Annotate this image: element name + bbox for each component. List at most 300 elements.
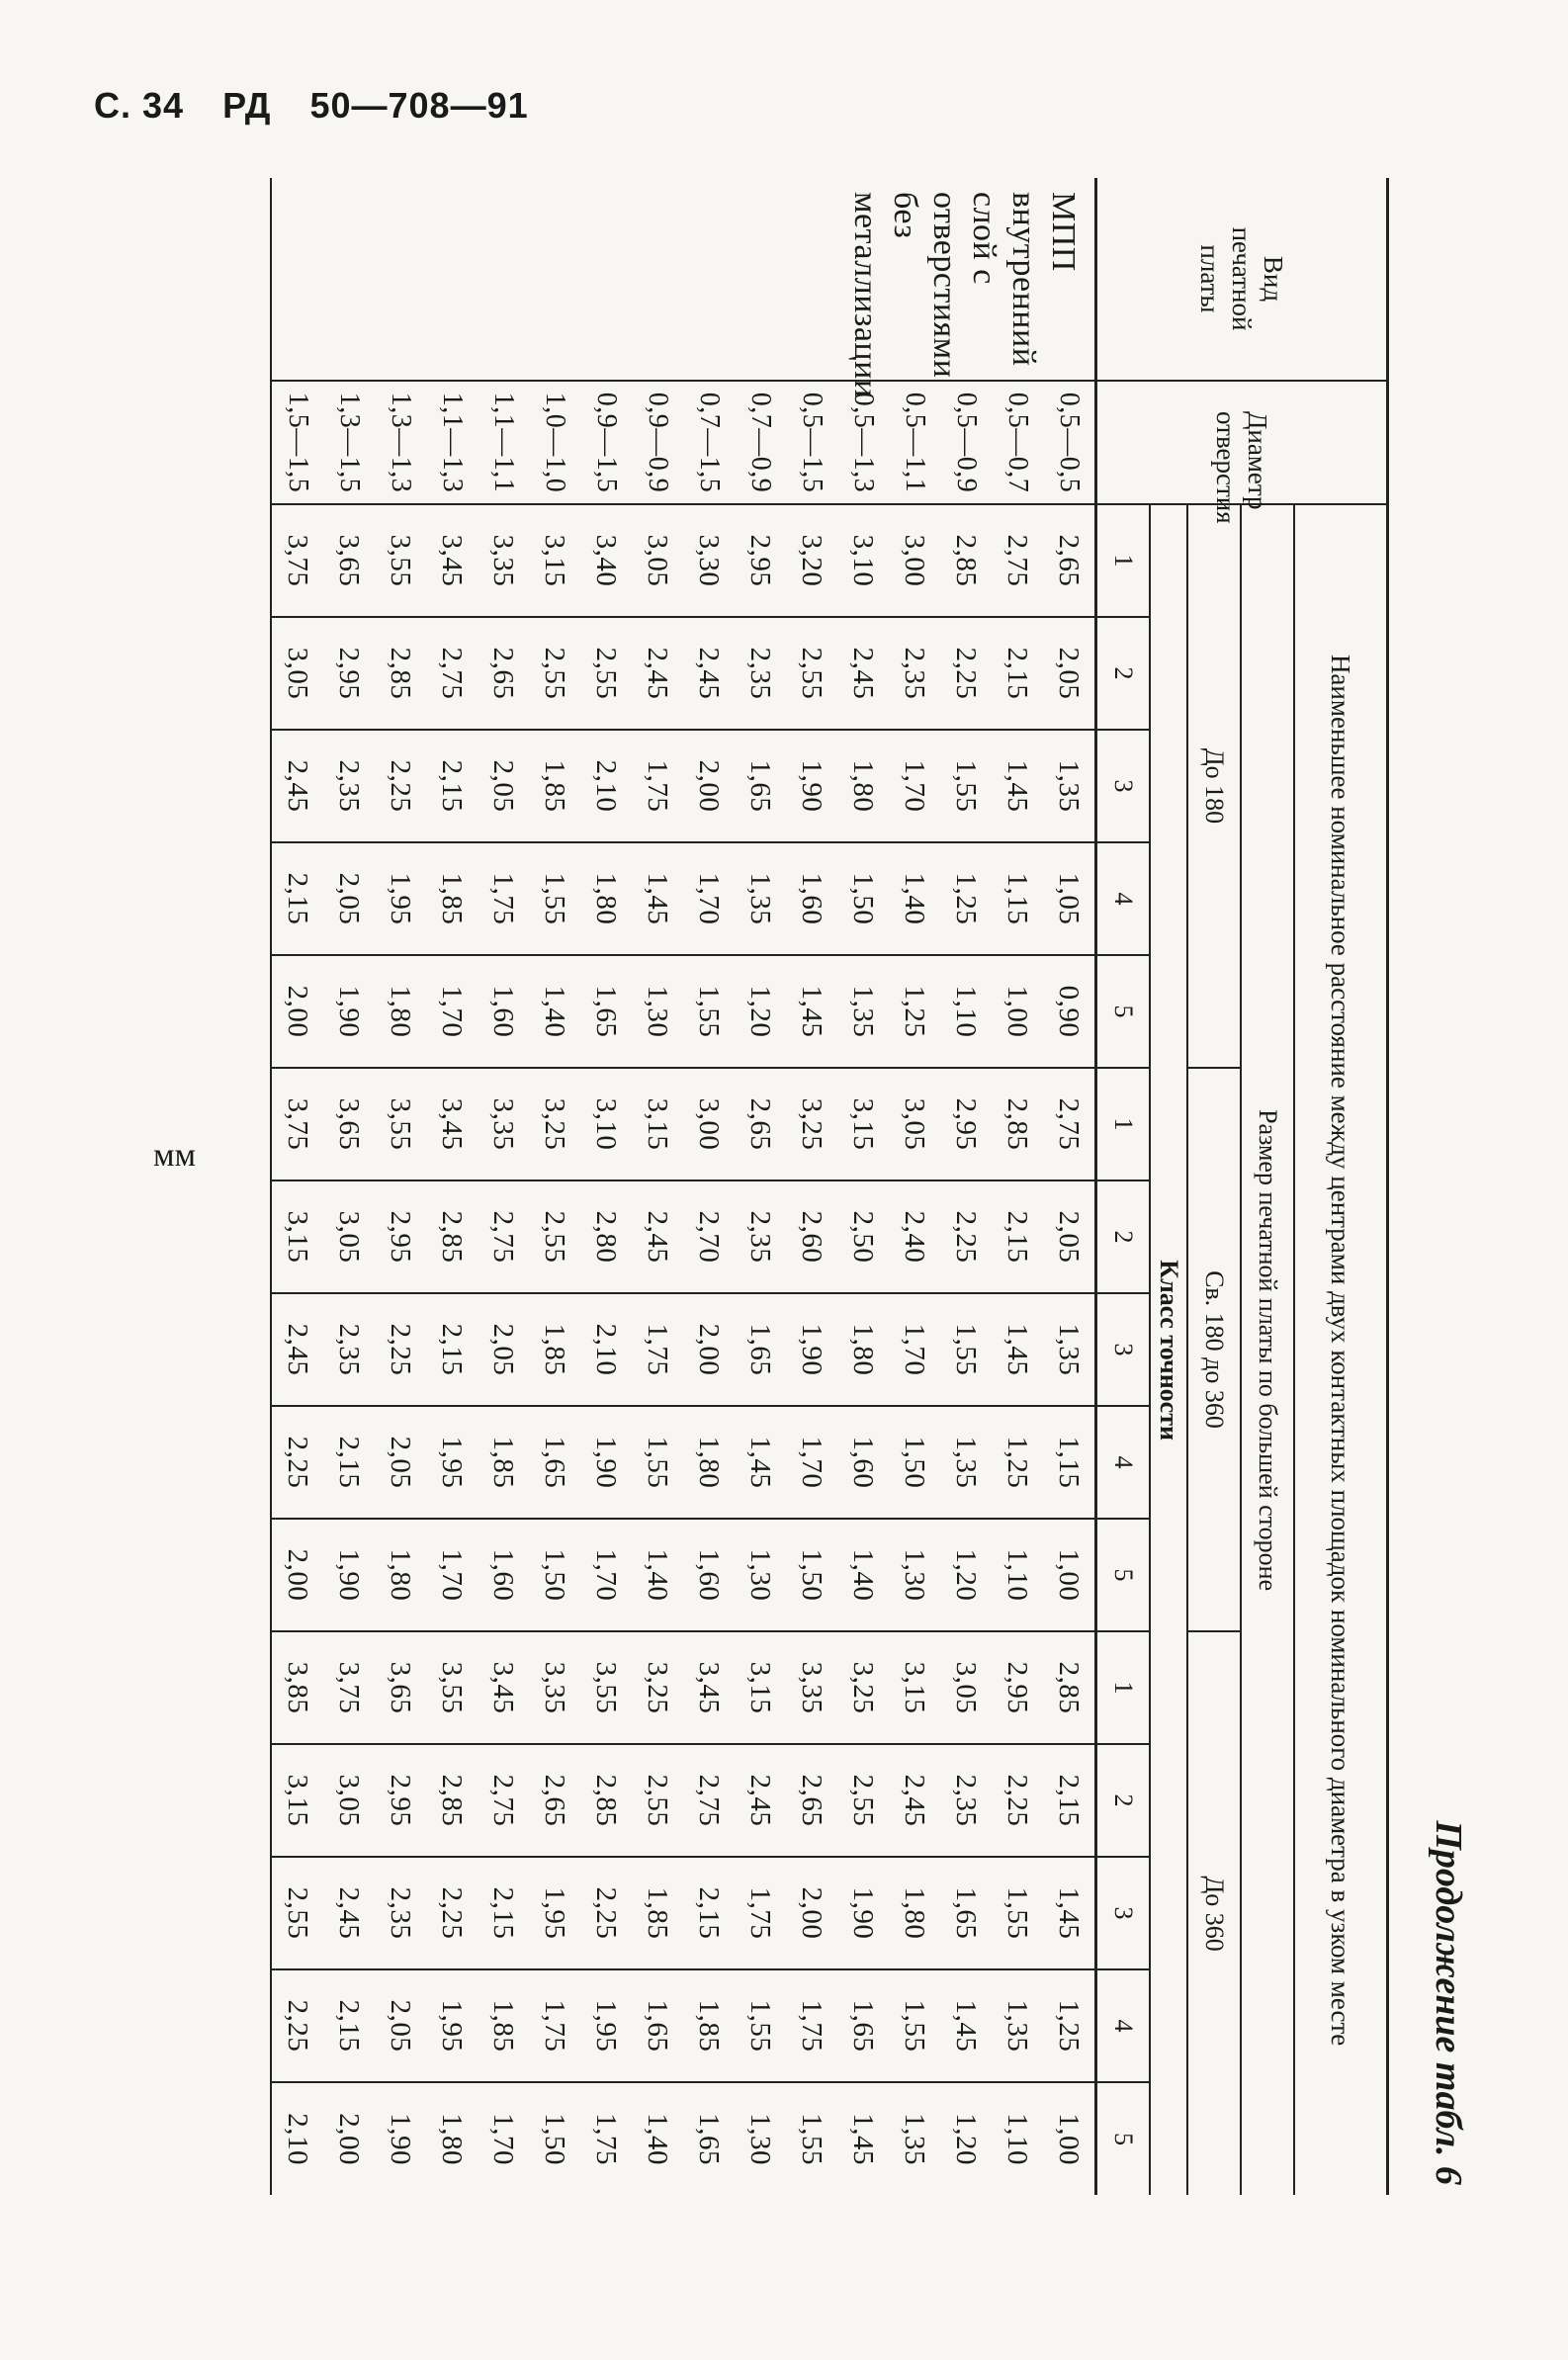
value-cell: 1,45 bbox=[847, 2113, 880, 2165]
value-cell: 3,55 bbox=[375, 1068, 426, 1180]
value-cell: 2,85 bbox=[1043, 1631, 1096, 1744]
value-cell: 3,00 bbox=[889, 504, 940, 617]
value-cell: 1,90 bbox=[385, 2113, 417, 2165]
value-cell: 1,50 bbox=[889, 1406, 940, 1519]
value-cell: 1,55 bbox=[889, 1969, 940, 2082]
table-row bbox=[426, 178, 478, 2195]
value-cell: 2,85 bbox=[426, 1744, 478, 1857]
value-cell: 3,45 bbox=[426, 504, 478, 617]
value-cell: 1,35 bbox=[1043, 1293, 1096, 1406]
value-cell: 3,15 bbox=[837, 1068, 889, 1180]
value-cell: 3,30 bbox=[683, 504, 735, 617]
value-cell: 3,15 bbox=[632, 1068, 683, 1180]
value-cell: 3,15 bbox=[271, 1180, 323, 1293]
value-cell: 1,95 bbox=[375, 842, 426, 955]
class-number: 4 bbox=[1096, 1406, 1151, 1519]
value-cell: 2,10 bbox=[271, 2082, 323, 2195]
value-cell: 3,35 bbox=[786, 1631, 837, 1744]
value-cell: 1,95 bbox=[426, 1406, 478, 1519]
value-cell: 1,95 bbox=[529, 1857, 580, 1969]
value-cell: 2,15 bbox=[426, 730, 478, 842]
value-cell: 1,95 bbox=[426, 1969, 478, 2082]
value-cell: 2,25 bbox=[940, 1180, 992, 1293]
class-number: 1 bbox=[1096, 504, 1151, 617]
value-cell: 3,00 bbox=[683, 1068, 735, 1180]
value-cell: 2,85 bbox=[992, 1068, 1043, 1180]
value-cell: 1,45 bbox=[940, 1969, 992, 2082]
value-cell: 1,80 bbox=[436, 2113, 469, 2165]
table-row bbox=[529, 178, 580, 2195]
value-cell: 1,10 bbox=[992, 1519, 1043, 1631]
value-cell: 2,35 bbox=[375, 1857, 426, 1969]
diameter-cell: 0,5—0,9 bbox=[940, 381, 992, 504]
class-number: 3 bbox=[1096, 1293, 1151, 1406]
value-cell: 2,45 bbox=[271, 1293, 323, 1406]
value-cell: 1,80 bbox=[683, 1406, 735, 1519]
value-cell: 2,05 bbox=[478, 1293, 529, 1406]
value-cell: 2,00 bbox=[333, 2113, 366, 2165]
table-row bbox=[683, 178, 735, 2195]
value-cell: 1,70 bbox=[683, 842, 735, 955]
value-cell: 3,35 bbox=[478, 1068, 529, 1180]
diameter-cell: 0,5—1,1 bbox=[889, 381, 940, 504]
value-cell: 1,55 bbox=[940, 730, 992, 842]
size-header: Размер печатной платы по большей стороне bbox=[1241, 504, 1294, 2195]
value-cell: 2,05 bbox=[375, 1969, 426, 2082]
value-cell: 1,75 bbox=[735, 1857, 786, 1969]
value-cell: 1,40 bbox=[529, 955, 580, 1068]
value-cell: 1,90 bbox=[580, 1406, 632, 1519]
value-cell: 2,15 bbox=[323, 1969, 375, 2082]
value-cell: 2,15 bbox=[271, 842, 323, 955]
value-cell: 2,10 bbox=[580, 1293, 632, 1406]
value-cell: 2,75 bbox=[1043, 1068, 1096, 1180]
doc-code: РД bbox=[222, 85, 272, 126]
value-cell: 2,65 bbox=[529, 1744, 580, 1857]
unit-label: мм bbox=[153, 1137, 197, 1174]
value-cell: 1,60 bbox=[786, 842, 837, 955]
value-cell: 1,00 bbox=[1053, 2113, 1086, 2165]
size-group-2: Св. 180 до 360 bbox=[1187, 1068, 1241, 1631]
value-cell: 1,70 bbox=[426, 1519, 478, 1631]
value-cell: 3,15 bbox=[529, 504, 580, 617]
value-cell: 1,25 bbox=[992, 1406, 1043, 1519]
value-cell: 2,05 bbox=[323, 842, 375, 955]
value-cell: 1,90 bbox=[786, 1293, 837, 1406]
class-number: 2 bbox=[1096, 1744, 1151, 1857]
value-cell: 3,65 bbox=[323, 504, 375, 617]
value-cell: 1,90 bbox=[786, 730, 837, 842]
value-cell: 3,10 bbox=[580, 1068, 632, 1180]
value-cell: 1,15 bbox=[1043, 1406, 1096, 1519]
diameter-cell: 1,1—1,1 bbox=[478, 381, 529, 504]
value-cell: 2,95 bbox=[375, 1180, 426, 1293]
value-cell: 1,45 bbox=[632, 842, 683, 955]
value-cell: 1,60 bbox=[478, 955, 529, 1068]
value-cell: 1,35 bbox=[992, 1969, 1043, 2082]
value-cell: 3,40 bbox=[580, 504, 632, 617]
value-cell: 1,80 bbox=[837, 1293, 889, 1406]
value-cell: 2,25 bbox=[375, 730, 426, 842]
value-cell: 2,60 bbox=[786, 1180, 837, 1293]
value-cell: 2,35 bbox=[323, 1293, 375, 1406]
value-cell: 2,45 bbox=[323, 1857, 375, 1969]
value-cell: 1,75 bbox=[590, 2113, 623, 2165]
value-cell: 1,55 bbox=[683, 955, 735, 1068]
size-group-3: До 360 bbox=[1187, 1631, 1241, 2195]
value-cell: 1,30 bbox=[735, 1519, 786, 1631]
value-cell: 2,25 bbox=[580, 1857, 632, 1969]
value-cell: 2,75 bbox=[478, 1180, 529, 1293]
value-cell: 1,00 bbox=[992, 955, 1043, 1068]
value-cell: 2,45 bbox=[632, 1180, 683, 1293]
class-number: 4 bbox=[1096, 842, 1151, 955]
value-cell: 1,55 bbox=[632, 1406, 683, 1519]
value-cell: 2,00 bbox=[271, 955, 323, 1068]
value-cell: 2,35 bbox=[889, 617, 940, 730]
value-cell: 2,25 bbox=[271, 1969, 323, 2082]
table-row bbox=[735, 178, 786, 2195]
diameter-cell: 0,5—1,5 bbox=[786, 381, 837, 504]
value-cell: 1,20 bbox=[950, 2113, 983, 2165]
value-cell: 3,35 bbox=[529, 1631, 580, 1744]
page-header bbox=[94, 85, 557, 127]
value-cell: 1,55 bbox=[796, 2113, 828, 2165]
col-diameter-header: Диаметр отверстия bbox=[1096, 381, 1388, 504]
value-cell: 2,75 bbox=[683, 1744, 735, 1857]
value-cell: 2,25 bbox=[940, 617, 992, 730]
value-cell: 1,45 bbox=[992, 1293, 1043, 1406]
value-cell: 2,15 bbox=[426, 1293, 478, 1406]
value-cell: 2,85 bbox=[580, 1744, 632, 1857]
value-cell: 3,75 bbox=[271, 1068, 323, 1180]
value-cell: 2,05 bbox=[478, 730, 529, 842]
table-row bbox=[940, 178, 992, 2195]
value-cell: 1,65 bbox=[632, 1969, 683, 2082]
table-row bbox=[271, 178, 323, 2195]
value-cell: 1,85 bbox=[529, 1293, 580, 1406]
value-cell: 1,35 bbox=[940, 1406, 992, 1519]
value-cell: 1,15 bbox=[992, 842, 1043, 955]
value-cell: 1,85 bbox=[683, 1969, 735, 2082]
diameter-cell: 0,5—0,5 bbox=[1043, 381, 1096, 504]
value-cell: 0,90 bbox=[1043, 955, 1096, 1068]
value-cell: 1,10 bbox=[1002, 2113, 1034, 2165]
value-cell: 2,95 bbox=[323, 617, 375, 730]
value-cell: 1,55 bbox=[992, 1857, 1043, 1969]
value-cell: 1,55 bbox=[940, 1293, 992, 1406]
value-cell: 2,40 bbox=[889, 1180, 940, 1293]
table-row bbox=[375, 178, 426, 2195]
value-cell: 2,25 bbox=[375, 1293, 426, 1406]
value-cell: 1,40 bbox=[837, 1519, 889, 1631]
value-cell: 2,65 bbox=[786, 1744, 837, 1857]
value-cell: 2,45 bbox=[632, 617, 683, 730]
value-cell: 1,45 bbox=[786, 955, 837, 1068]
value-cell: 1,25 bbox=[889, 955, 940, 1068]
value-cell: 3,25 bbox=[786, 1068, 837, 1180]
value-cell: 2,25 bbox=[426, 1857, 478, 1969]
value-cell: 2,05 bbox=[1043, 617, 1096, 730]
value-cell: 3,55 bbox=[426, 1631, 478, 1744]
value-cell: 1,65 bbox=[580, 955, 632, 1068]
value-cell: 1,80 bbox=[889, 1857, 940, 1969]
table-row bbox=[837, 178, 889, 2195]
value-cell: 2,95 bbox=[375, 1744, 426, 1857]
value-cell: 2,55 bbox=[837, 1744, 889, 1857]
class-number: 3 bbox=[1096, 1857, 1151, 1969]
value-cell: 3,25 bbox=[529, 1068, 580, 1180]
value-cell: 3,10 bbox=[837, 504, 889, 617]
value-cell: 3,65 bbox=[375, 1631, 426, 1744]
value-cell: 1,55 bbox=[735, 1969, 786, 2082]
value-cell: 2,15 bbox=[478, 1857, 529, 1969]
value-cell: 1,35 bbox=[1043, 730, 1096, 842]
value-cell: 3,15 bbox=[735, 1631, 786, 1744]
value-cell: 2,15 bbox=[683, 1857, 735, 1969]
value-cell: 2,65 bbox=[735, 1068, 786, 1180]
value-cell: 1,30 bbox=[744, 2113, 777, 2165]
value-cell: 2,10 bbox=[580, 730, 632, 842]
class-number: 2 bbox=[1096, 617, 1151, 730]
value-cell: 2,05 bbox=[1043, 1180, 1096, 1293]
value-cell: 1,05 bbox=[1043, 842, 1096, 955]
diameter-cell: 0,7—0,9 bbox=[735, 381, 786, 504]
class-number: 4 bbox=[1096, 1969, 1151, 2082]
value-cell: 1,75 bbox=[478, 842, 529, 955]
table-row bbox=[323, 178, 375, 2195]
value-cell: 1,65 bbox=[735, 730, 786, 842]
value-cell: 2,45 bbox=[889, 1744, 940, 1857]
value-cell: 1,75 bbox=[786, 1969, 837, 2082]
class-number: 1 bbox=[1096, 1068, 1151, 1180]
value-cell: 2,35 bbox=[940, 1744, 992, 1857]
class-number: 5 bbox=[1096, 2082, 1151, 2195]
doc-number: 50—708—91 bbox=[309, 85, 529, 126]
value-cell: 2,25 bbox=[271, 1406, 323, 1519]
value-cell: 3,05 bbox=[940, 1631, 992, 1744]
value-cell: 3,15 bbox=[889, 1631, 940, 1744]
diameter-cell: 0,9—1,5 bbox=[580, 381, 632, 504]
diameter-cell: 1,1—1,3 bbox=[426, 381, 478, 504]
value-cell: 1,35 bbox=[899, 2113, 931, 2165]
class-number: 5 bbox=[1096, 1519, 1151, 1631]
class-number: 3 bbox=[1096, 730, 1151, 842]
value-cell: 1,20 bbox=[940, 1519, 992, 1631]
table-row bbox=[478, 178, 529, 2195]
value-cell: 1,10 bbox=[940, 955, 992, 1068]
class-number: 1 bbox=[1096, 1631, 1151, 1744]
value-cell: 1,75 bbox=[529, 1969, 580, 2082]
value-cell: 2,15 bbox=[992, 617, 1043, 730]
value-cell: 2,00 bbox=[683, 1293, 735, 1406]
value-cell: 1,85 bbox=[529, 730, 580, 842]
value-cell: 2,80 bbox=[580, 1180, 632, 1293]
value-cell: 1,40 bbox=[642, 2113, 674, 2165]
value-cell: 2,45 bbox=[683, 617, 735, 730]
value-cell: 1,80 bbox=[837, 730, 889, 842]
value-cell: 1,70 bbox=[889, 730, 940, 842]
value-cell: 3,65 bbox=[323, 1068, 375, 1180]
value-cell: 2,45 bbox=[837, 617, 889, 730]
value-cell: 2,50 bbox=[837, 1180, 889, 1293]
diameter-cell: 1,0—1,0 bbox=[529, 381, 580, 504]
table-row bbox=[992, 178, 1043, 2195]
page-number: С. 34 bbox=[94, 85, 185, 126]
value-cell: 2,95 bbox=[940, 1068, 992, 1180]
value-cell: 3,85 bbox=[271, 1631, 323, 1744]
value-cell: 3,20 bbox=[786, 504, 837, 617]
value-cell: 1,50 bbox=[539, 2113, 571, 2165]
value-cell: 3,75 bbox=[323, 1631, 375, 1744]
value-cell: 1,35 bbox=[735, 842, 786, 955]
value-cell: 1,60 bbox=[478, 1519, 529, 1631]
value-cell: 2,55 bbox=[529, 1180, 580, 1293]
value-cell: 2,70 bbox=[683, 1180, 735, 1293]
value-cell: 2,55 bbox=[632, 1744, 683, 1857]
value-cell: 2,35 bbox=[735, 617, 786, 730]
value-cell: 1,55 bbox=[529, 842, 580, 955]
value-cell: 1,65 bbox=[837, 1969, 889, 2082]
value-cell: 1,85 bbox=[426, 842, 478, 955]
value-cell: 1,80 bbox=[580, 842, 632, 955]
value-cell: 1,45 bbox=[735, 1406, 786, 1519]
value-cell: 3,05 bbox=[889, 1068, 940, 1180]
value-cell: 2,25 bbox=[992, 1744, 1043, 1857]
value-cell: 1,75 bbox=[632, 730, 683, 842]
value-cell: 3,45 bbox=[426, 1068, 478, 1180]
board-type-cell: МПП внутренний слой с отверстиями без металлизации bbox=[271, 178, 1096, 381]
value-cell: 1,25 bbox=[1043, 1969, 1096, 2082]
accuracy-header: Класс точности bbox=[1150, 504, 1187, 2195]
value-cell: 2,75 bbox=[426, 617, 478, 730]
value-cell: 1,20 bbox=[735, 955, 786, 1068]
value-cell: 1,30 bbox=[632, 955, 683, 1068]
value-cell: 1,65 bbox=[693, 2113, 726, 2165]
value-cell: 1,40 bbox=[889, 842, 940, 955]
diameter-cell: 0,5—1,3 bbox=[837, 381, 889, 504]
value-cell: 1,90 bbox=[323, 1519, 375, 1631]
value-cell: 1,35 bbox=[837, 955, 889, 1068]
value-cell: 3,25 bbox=[837, 1631, 889, 1744]
diameter-cell: 0,7—1,5 bbox=[683, 381, 735, 504]
col-type-header: Вид печатной платы bbox=[1096, 178, 1388, 381]
value-cell: 3,45 bbox=[478, 1631, 529, 1744]
value-cell: 1,45 bbox=[1043, 1857, 1096, 1969]
value-cell: 1,60 bbox=[683, 1519, 735, 1631]
value-cell: 2,95 bbox=[992, 1631, 1043, 1744]
value-cell: 2,35 bbox=[323, 730, 375, 842]
value-cell: 2,55 bbox=[271, 1857, 323, 1969]
diameter-cell: 0,5—0,7 bbox=[992, 381, 1043, 504]
class-number: 5 bbox=[1096, 955, 1151, 1068]
value-cell: 1,60 bbox=[837, 1406, 889, 1519]
value-cell: 2,45 bbox=[735, 1744, 786, 1857]
value-cell: 1,70 bbox=[786, 1406, 837, 1519]
diameter-cell: 0,9—0,9 bbox=[632, 381, 683, 504]
value-cell: 3,25 bbox=[632, 1631, 683, 1744]
value-cell: 1,65 bbox=[940, 1857, 992, 1969]
value-cell: 1,70 bbox=[580, 1519, 632, 1631]
value-cell: 2,75 bbox=[478, 1744, 529, 1857]
table-row bbox=[632, 178, 683, 2195]
value-cell: 1,25 bbox=[940, 842, 992, 955]
value-cell: 1,80 bbox=[375, 955, 426, 1068]
table-row bbox=[580, 178, 632, 2195]
value-cell: 2,95 bbox=[735, 504, 786, 617]
table-row bbox=[786, 178, 837, 2195]
value-cell: 2,65 bbox=[1043, 504, 1096, 617]
value-cell: 3,05 bbox=[632, 504, 683, 617]
value-cell: 2,85 bbox=[940, 504, 992, 617]
value-cell: 3,05 bbox=[323, 1744, 375, 1857]
value-cell: 3,55 bbox=[375, 504, 426, 617]
value-cell: 1,70 bbox=[889, 1293, 940, 1406]
class-number: 2 bbox=[1096, 1180, 1151, 1293]
value-cell: 1,65 bbox=[529, 1406, 580, 1519]
value-cell: 2,55 bbox=[580, 617, 632, 730]
value-cell: 2,45 bbox=[271, 730, 323, 842]
value-cell: 2,15 bbox=[323, 1406, 375, 1519]
data-table bbox=[270, 178, 1389, 2195]
value-cell: 2,15 bbox=[1043, 1744, 1096, 1857]
value-cell: 1,50 bbox=[786, 1519, 837, 1631]
value-cell: 1,95 bbox=[580, 1969, 632, 2082]
value-cell: 1,30 bbox=[889, 1519, 940, 1631]
value-cell: 1,70 bbox=[426, 955, 478, 1068]
value-cell: 2,55 bbox=[529, 617, 580, 730]
value-cell: 1,50 bbox=[529, 1519, 580, 1631]
value-cell: 3,45 bbox=[683, 1631, 735, 1744]
value-cell: 1,85 bbox=[478, 1969, 529, 2082]
table-row bbox=[889, 178, 940, 2195]
value-cell: 3,75 bbox=[271, 504, 323, 617]
value-cell: 1,65 bbox=[735, 1293, 786, 1406]
value-cell: 3,05 bbox=[323, 1180, 375, 1293]
continuation-label: Продолжение табл. 6 bbox=[1428, 1820, 1469, 2185]
value-cell: 2,00 bbox=[683, 730, 735, 842]
value-cell: 2,85 bbox=[426, 1180, 478, 1293]
value-cell: 1,90 bbox=[837, 1857, 889, 1969]
value-cell: 2,85 bbox=[375, 617, 426, 730]
value-cell: 1,50 bbox=[837, 842, 889, 955]
value-cell: 3,15 bbox=[271, 1744, 323, 1857]
value-cell: 1,85 bbox=[632, 1857, 683, 1969]
diameter-cell: 1,5—1,5 bbox=[271, 381, 323, 504]
value-cell: 2,00 bbox=[271, 1519, 323, 1631]
diameter-cell: 1,3—1,3 bbox=[375, 381, 426, 504]
value-cell: 2,00 bbox=[786, 1857, 837, 1969]
main-header: Наименьшее номинальное расстояние между центрами двух контактных площадок номинального диаметра в узком месте bbox=[1294, 504, 1388, 2195]
value-cell: 1,70 bbox=[487, 2113, 520, 2165]
value-cell: 1,80 bbox=[375, 1519, 426, 1631]
value-cell: 1,40 bbox=[632, 1519, 683, 1631]
value-cell: 3,35 bbox=[478, 504, 529, 617]
value-cell: 1,75 bbox=[632, 1293, 683, 1406]
value-cell: 2,65 bbox=[478, 617, 529, 730]
value-cell: 1,85 bbox=[478, 1406, 529, 1519]
value-cell: 2,55 bbox=[786, 617, 837, 730]
value-cell: 2,75 bbox=[992, 504, 1043, 617]
size-group-1: До 180 bbox=[1187, 504, 1241, 1068]
rotated-table-region bbox=[163, 178, 1478, 2195]
diameter-cell: 1,3—1,5 bbox=[323, 381, 375, 504]
table-row bbox=[1043, 178, 1096, 2195]
value-cell: 1,45 bbox=[992, 730, 1043, 842]
value-cell: 3,05 bbox=[271, 617, 323, 730]
value-cell: 1,90 bbox=[323, 955, 375, 1068]
value-cell: 2,05 bbox=[375, 1406, 426, 1519]
